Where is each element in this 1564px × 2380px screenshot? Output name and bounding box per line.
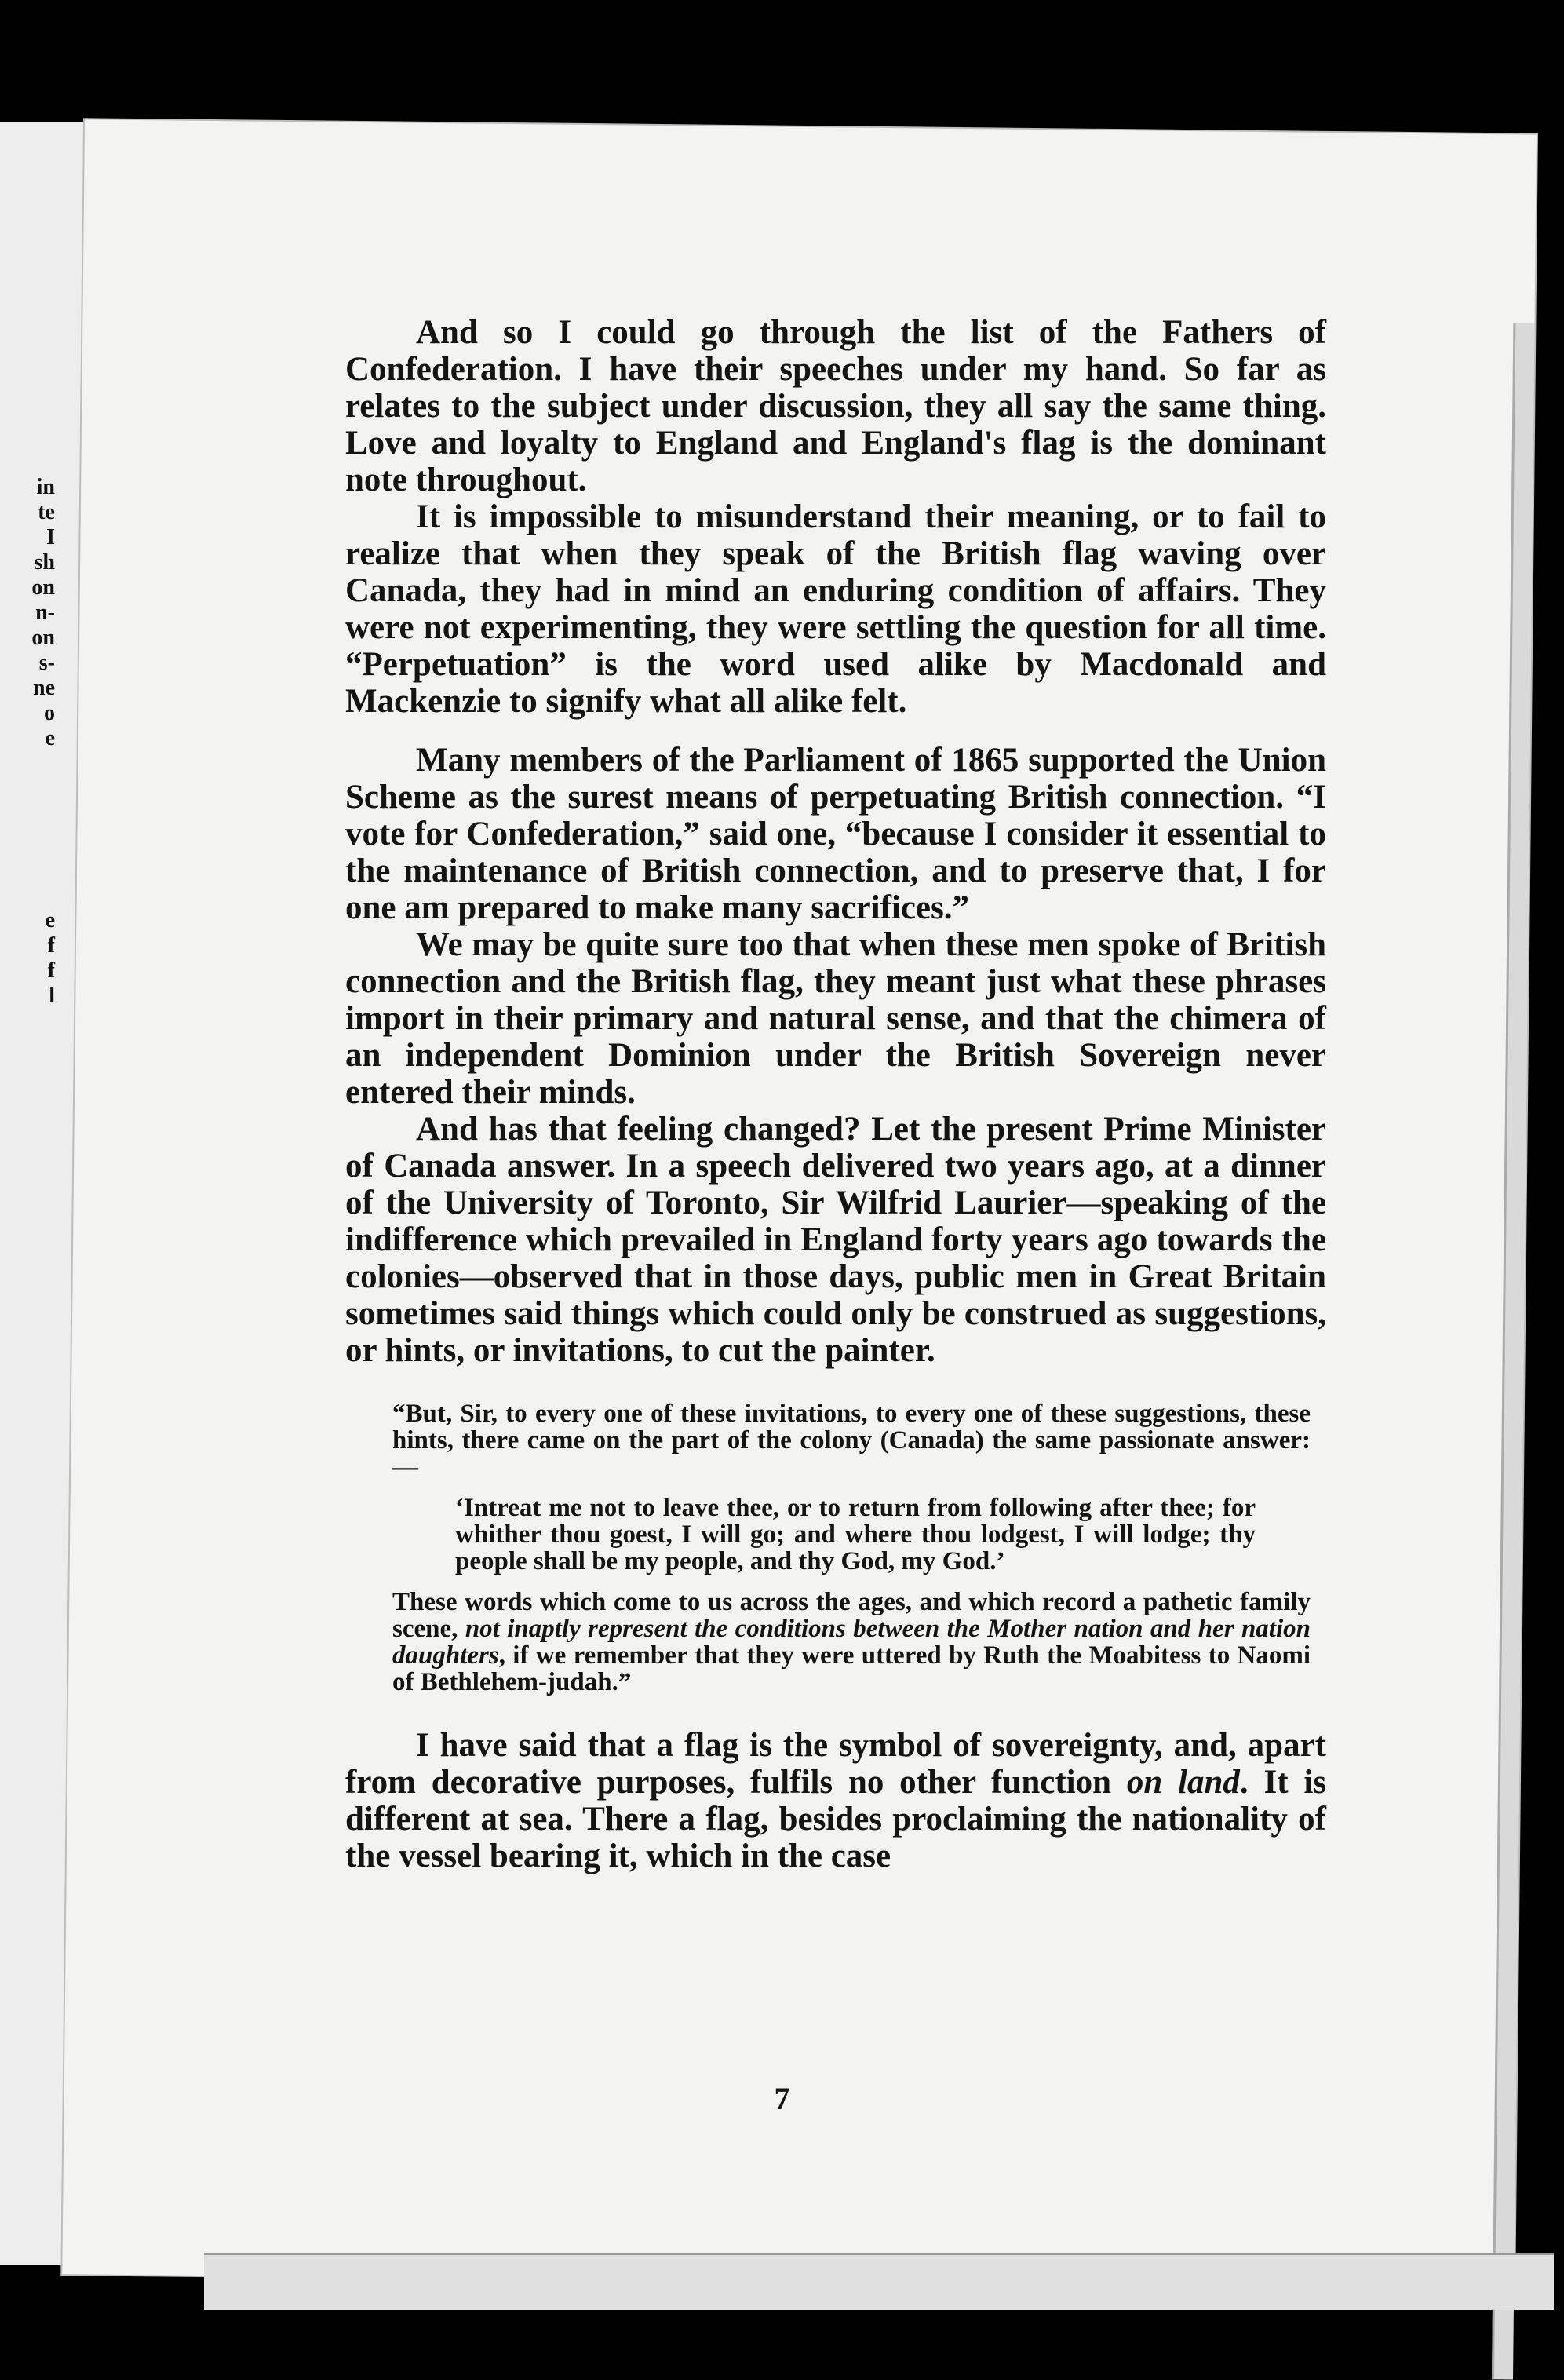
facing-fragment: f (47, 933, 55, 958)
facing-fragment: o (44, 701, 55, 725)
page-edge (1492, 323, 1534, 2379)
paragraph: And so I could go through the list of the Fathers of Confederation. I have their speeches under my hand. So far as relates to the subject under discussion, they all say the same thing. Love and loyalty to England and England's flag is the dominant note throughout. (345, 314, 1326, 498)
quote-closing (392, 1589, 1311, 1696)
facing-fragment: e (45, 908, 55, 933)
paragraph: We may be quite sure too that when these men spoke of British connection and the British flag, they meant just what these phrases import in their primary and natural sense, and that the chimera of an independent Dominion under the British Sovereign never entered their minds. (345, 926, 1326, 1111)
final-paragraph-italic: on land (1126, 1764, 1240, 1801)
quote-closing-italic: not inaptly represent the conditions between the Mother nation and her nation daughters (392, 1615, 1311, 1670)
final-paragraph-start: I have said that a flag is the symbol of sovereignty, and, apart from decorative purposes, fulfils no other function (345, 1727, 1326, 1801)
facing-fragment: f (47, 958, 55, 983)
quote-closing-start: These words which come to us across the ages, and which record a pathetic family scene, (392, 1588, 1311, 1643)
paragraph (345, 1727, 1326, 1874)
quote-inner-scripture: ‘Intreat me not to leave thee, or to return from following after thee; for whither thou goest, I will go; and where thou lodgest, I will lodge; thy people shall be my people, and thy God, my God.’ (455, 1494, 1256, 1575)
page-number: 7 (774, 2081, 790, 2116)
quote-closing-end: , if we remember that they were uttered by Ruth the Moabitess to Naomi of Bethlehem-judah.” (392, 1641, 1311, 1696)
facing-fragment: I (46, 525, 55, 549)
facing-fragment: ne (33, 676, 55, 700)
facing-fragment: e (45, 726, 55, 750)
page-bottom-edge (204, 2253, 1554, 2310)
facing-fragment: te (38, 500, 55, 524)
paragraph: Many members of the Parliament of 1865 supported the Union Scheme as the surest means of perpetuating British connection. “I vote for Confederation,” said one, “because I consider it essential to the maintenance of British connection, and to preserve that, I for one am prepared to make many sacrifices.” (345, 742, 1326, 926)
facing-fragment: s- (38, 651, 55, 675)
block-quote (392, 1400, 1311, 1696)
facing-fragment: l (49, 984, 55, 1008)
facing-fragment: on (31, 626, 55, 650)
paragraph: And has that feeling changed? Let the present Prime Minister of Canada answer. In a speech delivered two years ago, at a dinner of the University of Toronto, Sir Wilfrid Laurier—speaking of the indifference which prevailed in England forty years ago towards the colonies—observed that in those days, public men in Great Britain sometimes said things which could only be construed as suggestions, or hints, or invitations, to cut the painter. (345, 1111, 1326, 1369)
facing-page-text (0, 475, 55, 1009)
quote-opening: “But, Sir, to every one of these invitations, to every one of these suggestions, these hints, there came on the part of the colony (Canada) the same passionate answer:— (392, 1400, 1311, 1481)
paragraph: It is impossible to misunderstand their meaning, or to fail to realize that when they speak of the British flag waving over Canada, they had in mind an enduring condition of affairs. They were not experimenting, they were settling the question for all time. “Perpetuation” is the word used alike by Macdonald and Mackenzie to signify what all alike felt. (345, 498, 1326, 720)
facing-fragment: n- (35, 600, 55, 625)
page-body (345, 314, 1326, 1874)
final-paragraph-end: . It is different at sea. There a flag, besides proclaiming the nationality of the vessel bearing it, which in the case (345, 1764, 1327, 1874)
facing-fragment: in (36, 475, 55, 499)
facing-fragment: on (31, 575, 55, 600)
facing-fragment: sh (34, 550, 55, 575)
